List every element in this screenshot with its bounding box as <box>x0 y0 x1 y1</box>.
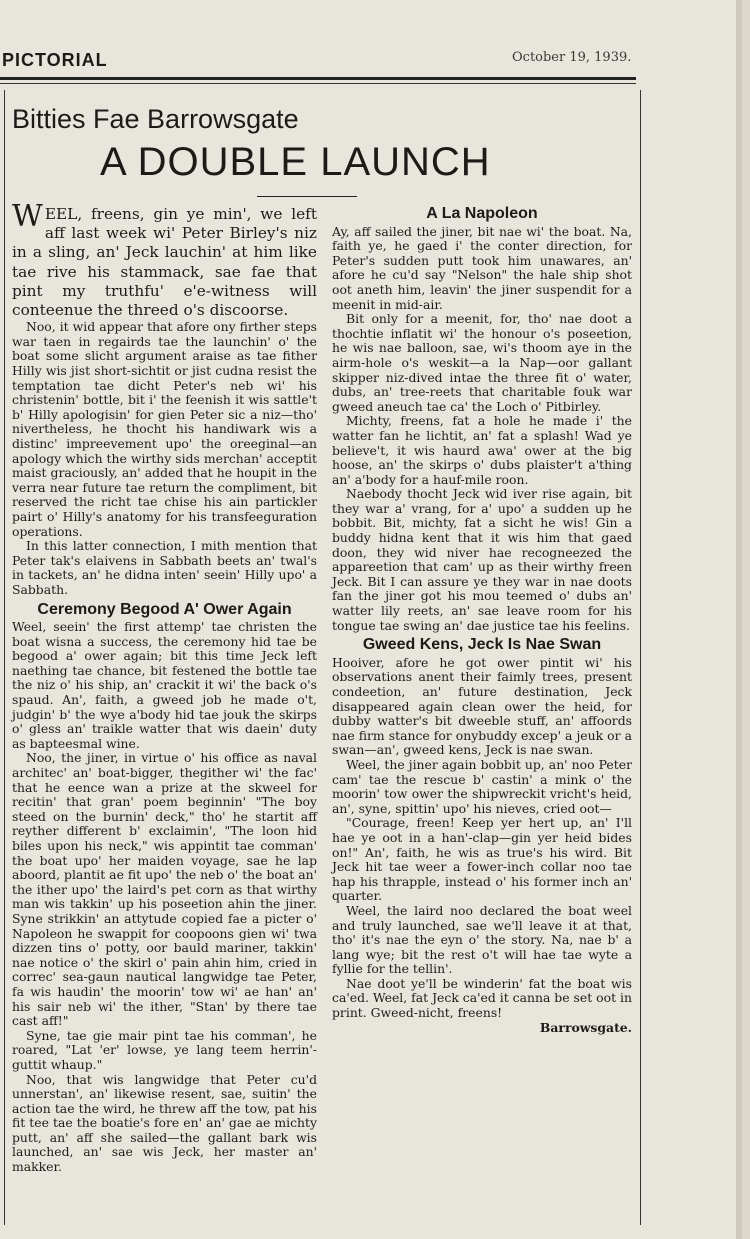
headline: A DOUBLE LAUNCH <box>100 140 491 184</box>
issue-date: October 19, 1939. <box>512 50 632 65</box>
paper-name: PICTORIAL <box>2 50 108 70</box>
paragraph: In this latter connection, I mith mention that Peter tak's elaivens in Sabbath beets an' twal's in tackets, an' he didna inten' seein' Hilly upo' a Sabbath. <box>12 538 317 597</box>
paragraph: Nae doot ye'll be winderin' fat the boat wis ca'ed. Weel, fat Jeck ca'ed it canna be set oot in print. Gweed-nicht, freens! <box>332 975 632 1021</box>
subheading: Gweed Kens, Jeck Is Nae Swan <box>362 636 602 654</box>
paragraph: Weel, the jiner again bobbit up, an' noo Peter cam' tae the rescue b' castin' a mink o' the moorin' tow ower the shipwreckit vricht's heid, an', syne, spittin' upo' his nieves, cried oot— <box>332 756 632 816</box>
subheading: A La Napoleon <box>426 205 538 222</box>
paragraph: Weel, the laird noo declared the boat weel and truly launched, sae we'll leave it at that, tho' it's nae the eyn o' the story. Na, nae b' a lang wye; bit the rest o't will hae tae wyte a fyllie for the tellin'. <box>332 902 632 977</box>
paragraph: Michty, freens, fat a hole he made i' the watter fan he lichtit, an' fat a splash! Wad ye believe't, it wis haurd awa' ower at the big hoose, an' the skirps o' dubs plaister't a'thing an' a'body for a hauf-mile roon. <box>332 413 632 487</box>
left-border-rule <box>4 90 5 1225</box>
masthead-rule-thin <box>0 83 636 84</box>
paragraph: Ay, aff sailed the jiner, bit nae wi' the boat. Na, faith ye, he gaed i' the conter direction, for Peter's sudden putt took him unawares, an' afore he cu'd say "Nelson" the hale ship shot oot aneth him, leavin' the jiner suspendit for a meenit in mid-air. <box>332 223 632 312</box>
headline-rule <box>257 196 357 197</box>
lead-text: EEL, freens, gin ye min', we left aff last week wi' Peter Birley's niz in a sling, an' Jeck lauchin' at him like tae rive his stammack, sae fae that pint my truthfu' e'e-witness will conteenue the threed o's discoorse. <box>12 205 317 320</box>
article-column-right <box>332 205 632 1035</box>
lead-paragraph <box>12 199 317 320</box>
masthead-rule <box>0 77 636 80</box>
paragraph: Syne, tae gie mair pint tae his comman', he roared, "Lat 'er' lowse, ye lang teem herrin'-guttit whaup." <box>12 1027 317 1072</box>
paragraph: Noo, it wid appear that afore ony firther steps war taen in regairds tae the launchin' o' the boat some slicht argument araise as tae fither Hilly wis jist short-sichtit or jist cudna resist the temptation tae dicht Peter's neb wi' his christenin' bottle, bit i' the feenish it wis sattle't b' Hilly apologisin' for gien Peter sic a niz—tho' nivertheless, he thocht his handiwark wis a distinc' impreevement upo' the oreeginal—an apology which the wirthy sids merchan' acceptit maist graciously, an' added that he houpit in the verra near future tae return the compliment, bit reserved the richt tae chise his ain partickler pairt o' Hilly's anatomy for his transfeeguration operations. <box>12 319 317 539</box>
masthead <box>0 40 736 80</box>
right-border-rule <box>640 90 641 1225</box>
paragraph: "Courage, freen! Keep yer hert up, an' I'll hae ye oot in a han'-clap—gin yer heid bides on!" An', faith, he wis as true's his wird. Bit Jeck hit tae weer a fower-inch collar noo tae hap his thrapple, instead o' his former inch an' quarter. <box>332 815 632 904</box>
paragraph: Bit only for a meenit, for, tho' nae doot a thochtie inflatit wi' the honour o's poseetion, he wis nae balloon, sae, wi's thoom aye in the airm-hole o's weskit—a la Nap—oor gallant skipper niz-dived intae the three fit o' water, dubs, an' tree-reets that charitable fouk war gweed aneuch tae ca' the Loch o' Pitbirley. <box>332 311 632 414</box>
paragraph: Weel, seein' the first attemp' tae christen the boat wisna a success, the ceremony hid tae be begood a' ower again; bit this time Jeck left naething tae chance, bit festened the bottle tae the niz o' his ship, an' crackit it wi' the back o's spaud. An', faith, a gweed job he made o't, judgin' b' the wye a'body hid tae jouk the skirps o' gless an' traikle watter that wis daein' duty as bapteesmal wine. <box>12 619 317 751</box>
signature: Barrowsgate. <box>539 1019 632 1035</box>
paragraph: Naebody thocht Jeck wid iver rise again, bit they war a' vrang, for a' upo' a sudden up he bobbit. Bit, michty, fat a sicht he wis! Gin a buddy hidna kent that it wis him that gaed doon, they wid niver hae recogneezed the appareetion that cam' up as their wirthy freen Jeck. Bit I can assure ye they war in nae doots fan the jiner got his mou teemed o' dubs an' watter lily reets, an' sae leave room for his tongue tae swing an' dae justice tae his feelins. <box>332 486 632 633</box>
paragraph: Noo, that wis langwidge that Peter cu'd unnerstan', an' likewise resent, sae, suitin' the action tae the wird, he threw aff the tow, pat his fit tee tae the boatie's fore en' an' gae ae michty putt, an' aff she sailed—the gallant bark wis launched, an' sae wis Jeck, her master an' makker. <box>12 1071 317 1175</box>
article-column-left <box>12 199 317 1175</box>
drop-cap: W <box>12 199 43 234</box>
series-title: Bitties Fae Barrowsgate <box>12 104 299 134</box>
paragraph: Hooiver, afore he got ower pintit wi' his observations anent their faimly trees, present condeetion, an' future destination, Jeck disappeared again clean ower the heid, for dubby watter's bit dweeble stuff, an' affoords nae firm stance for onybuddy excep' a jeuk or a swan—an', gweed kens, Jeck is nae swan. <box>332 654 632 758</box>
paragraph: Noo, the jiner, in virtue o' his office as naval architec' an' boat-bigger, thegither wi' the fac' that he eence wan a prize at the skweel for recitin' that gran' poem beginnin' "The boy steed on the burnin' deck," tho' he startit aff reyther different b' exclaimin', "The loon hid biles upon his neck," wis appintit tae comman' the boat upo' her maiden voyage, sae he lap aboord, plantit ae fit upo' the neb o' the boat an' the ither upo' the laird's pet corn as that wirthy man wis takkin' up his poseetion ahin the jiner. Syne strikkin' an attytude copied fae a picter o' Napoleon he swappit for coopoons gien wi' twa dizzen tins o' potty, oor bauld mariner, takkin' nae notice o' the skirl o' pain ahin him, cried in correc' sea-gaun nautical langwidge tae Peter, fa wis haudin' the moorin' tow wi' ae han' an' his sair neb wi' the ither, "Stan' by there tae cast aff!" <box>12 750 317 1029</box>
subheading: Ceremony Begood A' Ower Again <box>37 600 292 618</box>
